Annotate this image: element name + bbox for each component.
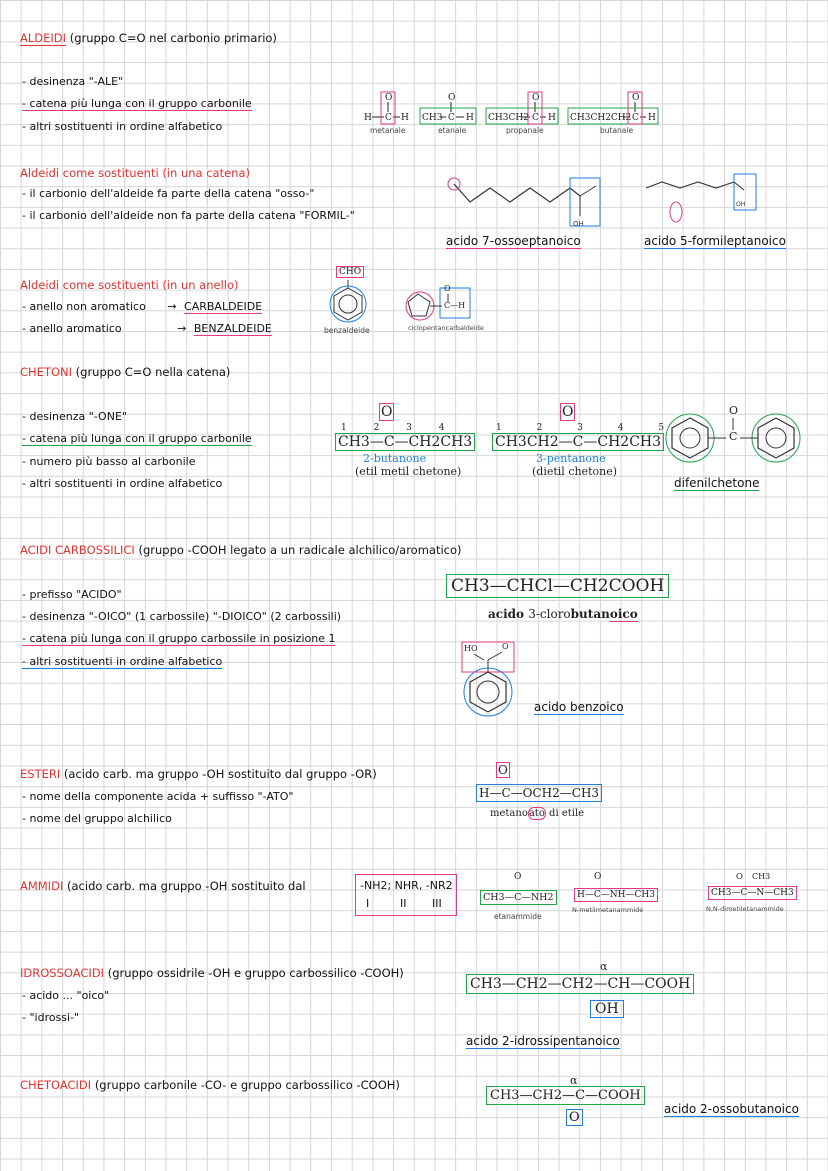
metilmetanammide-name: N-metilmetanammide [572, 906, 644, 914]
svg-text:H: H [364, 113, 372, 123]
section-title-aldeidi: ALDEIDI (gruppo C=O nel carbonio primario) [20, 31, 277, 45]
benzaldeide-name: benzaldeide [324, 326, 370, 335]
name-etanale: etanale [438, 126, 467, 135]
idrossipentanoico-name: acido 2-idrossipentanoico [466, 1034, 620, 1048]
idrossoacidi-rule-1: - acido ... "oico" [22, 989, 110, 1002]
svg-text:O: O [532, 93, 540, 103]
aldeidi-rule-1: - desinenza "-ALE" [22, 75, 124, 88]
svg-text:H: H [466, 113, 474, 123]
svg-text:CH3CH2CH2: CH3CH2CH2 [570, 113, 632, 123]
anello-rule-2: - anello aromatico → BENZALDEIDE [22, 322, 272, 335]
section-title-aldeidi-anello: Aldeidi come sostituenti (in un anello) [20, 278, 239, 292]
clorobutanoico-name: acido 3-clorobutanoico [488, 607, 638, 621]
benzoico-name: acido benzoico [534, 700, 624, 714]
formileptanoico-structure [640, 172, 770, 232]
aldeidi-rule-2: - catena più lunga con il gruppo carbonile [22, 97, 252, 110]
section-title-esteri: ESTERI (acido carb. ma gruppo -OH sostituito dal gruppo -OR) [20, 767, 377, 781]
chetoni-rule-1: - desinenza "-ONE" [22, 410, 127, 423]
aldeidi-rule-3: - altri sostituenti in ordine alfabetico [22, 120, 223, 133]
section-title-chetoacidi: CHETOACIDI (gruppo carbonile -CO- e gruppo carbossilico -COOH) [20, 1078, 400, 1092]
catena-rule-2: - il carbonio dell'aldeide non fa parte della catena "FORMIL-" [22, 209, 355, 222]
chetoni-rule-4: - altri sostituenti in ordine alfabetico [22, 477, 223, 490]
svg-text:H: H [401, 113, 409, 123]
metilmetanammide-structure: O H—C—NH—CH3 N-metilmetanammide [572, 872, 682, 924]
idrossoacidi-rule-2: - "idrossi-" [22, 1011, 80, 1024]
anello-rule-1: - anello non aromatico → CARBALDEIDE [22, 300, 263, 313]
metanoato-name: metanoato di etile [490, 808, 585, 819]
acidi-rule-4: - altri sostituenti in ordine alfabetico [22, 655, 223, 668]
aldeidi-examples [360, 90, 660, 138]
svg-text:C: C [448, 113, 455, 123]
etanammide-name: etanammide [494, 912, 542, 921]
ammidi-groups-box: -NH2; NHR, -NR2 I II III [355, 874, 457, 916]
difenilchetone-name: difenilchetone [674, 476, 760, 490]
acidi-rule-3: - catena più lunga con il gruppo carbossile in posizione 1 [22, 632, 336, 645]
section-title-chetoni: CHETONI (gruppo C=O nella catena) [20, 365, 231, 379]
metanoato-structure: O H—C—OCH2—CH3 metanoato di etile [476, 762, 606, 822]
svg-text:C: C [632, 113, 639, 123]
catena-rule-1: - il carbonio dell'aldeide fa parte della catena "osso-" [22, 187, 315, 200]
dimetiletanammide-structure: O CH3 CH3—C—N—CH3 N,N-dimetiletanammide [706, 872, 816, 924]
svg-text:C: C [532, 113, 539, 123]
acidi-rule-2: - desinenza "-OICO" (1 carbossile) "-DIOICO" (2 carbossili) [22, 610, 342, 623]
idrossipentanoico-structure: α CH3—CH2—CH2—CH—COOH OH [466, 960, 706, 1024]
chetoni-rule-2: - catena più lunga con il gruppo carbonile [22, 432, 252, 445]
clorobutanoico-formula: CH3—CHCl—CH2COOH [446, 574, 669, 598]
svg-text:H: H [548, 113, 556, 123]
svg-text:H: H [648, 113, 656, 123]
esteri-rule-2: - nome del gruppo alchilico [22, 812, 172, 825]
svg-text:O: O [448, 93, 456, 103]
svg-text:C: C [385, 113, 392, 123]
svg-text:CH3: CH3 [422, 113, 443, 123]
section-title-acidi: ACIDI CARBOSSILICI (gruppo -COOH legato a un radicale alchilico/aromatico) [20, 543, 462, 557]
section-title-ammidi: AMMIDI (acido carb. ma gruppo -OH sostituito dal [20, 879, 306, 893]
butanone-structure: 1 2 3 4 O CH3—C—CH2CH3 2-butanone (etil metil chetone) [335, 403, 475, 479]
pentanone-structure: 1 2 3 4 5 O CH3CH2—C—CH2CH3 3-pentanone (dietil chetone) [492, 403, 652, 479]
etanammide-structure: O CH3—C—NH2 etanammide [480, 872, 560, 924]
dimetiletanammide-name: N,N-dimetiletanammide [706, 905, 784, 913]
ciclopentancarbaldeide-name: ciclopentancarbaldeide [408, 324, 484, 332]
esteri-rule-1: - nome della componente acida + suffisso "-ATO" [22, 790, 294, 803]
svg-text:OH: OH [573, 220, 584, 228]
svg-text:OH: OH [736, 201, 746, 208]
svg-text:O: O [632, 93, 640, 103]
ossoeptanoico-name: acido 7-ossoeptanoico [446, 234, 581, 248]
ossoeptanoico-structure [446, 172, 606, 232]
name-butanale: butanale [600, 126, 634, 135]
section-title-aldeidi-catena: Aldeidi come sostituenti (in una catena) [20, 166, 250, 180]
name-metanale: metanale [370, 126, 406, 135]
section-title-idrossoacidi: IDROSSOACIDI (gruppo ossidrile -OH e gruppo carbossilico -COOH) [20, 966, 404, 980]
svg-text:CH3CH2: CH3CH2 [488, 113, 529, 123]
ossobutanoico-name: acido 2-ossobutanoico [664, 1102, 799, 1116]
formileptanoico-name: acido 5-formileptanoico [644, 234, 786, 248]
difenilchetone-structure: O C [664, 402, 804, 472]
name-propanale: propanale [506, 126, 544, 135]
svg-text:O: O [385, 93, 393, 103]
benzaldeide-structure: CHO benzaldeide [324, 267, 370, 335]
ciclopentancarbaldeide-structure: O C—H ciclopentancarbaldeide [408, 284, 484, 332]
ossobutanoico-structure: α CH3—CH2—C—COOH O [486, 1074, 656, 1130]
acidi-rule-1: - prefisso "ACIDO" [22, 588, 122, 601]
chetoni-rule-3: - numero più basso al carbonile [22, 455, 196, 468]
benzoico-structure: HO O [460, 640, 530, 724]
